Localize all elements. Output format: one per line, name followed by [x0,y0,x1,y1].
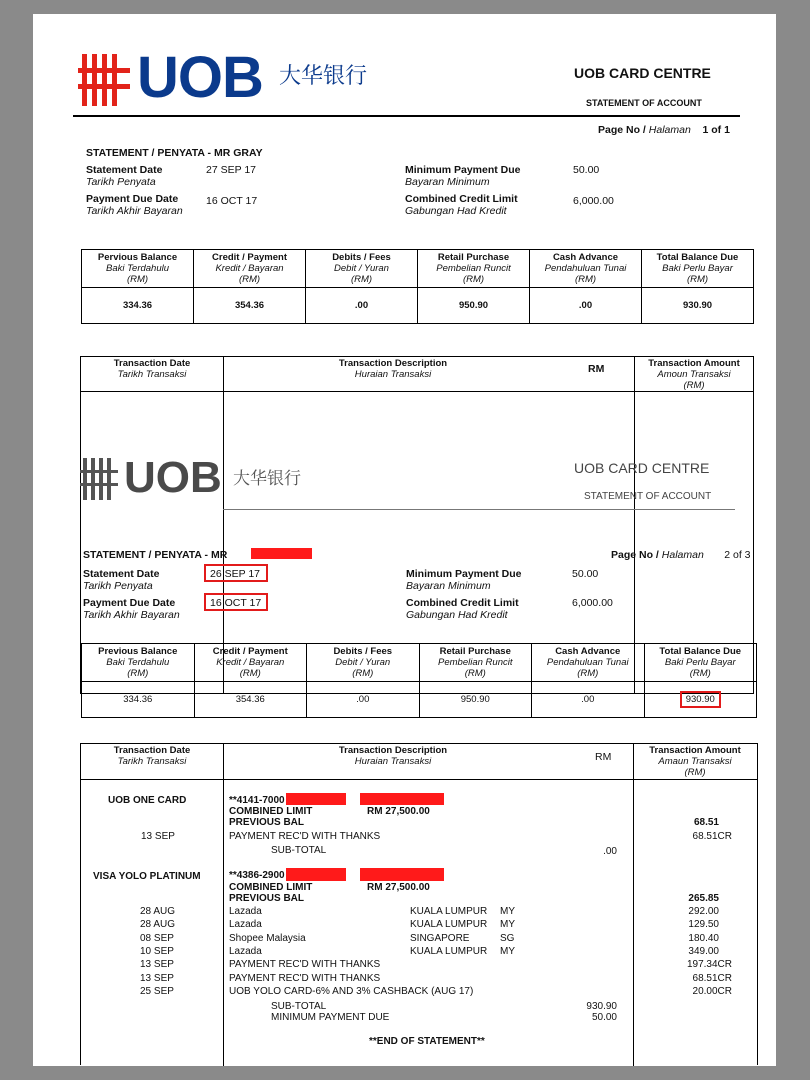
card-centre-title: UOB CARD CENTRE [574,65,711,81]
prev-bal-value: 265.85 [688,893,719,904]
due-date-label-p2: Payment Due Date Tarikh Akhir Bayaran [83,597,180,621]
prev-bal-label: PREVIOUS BAL [229,893,305,904]
summary-header: Previous Balance Baki Terdahulu (RM) [82,644,195,682]
due-date-value-p2: 16 OCT 17 [210,597,262,609]
summary-header: Credit / Payment Kredit / Bayaran (RM) [194,250,306,288]
min-due-label: MINIMUM PAYMENT DUE [271,1012,390,1023]
summary-header: Debits / Fees Debit / Yuran (RM) [307,644,420,682]
statement-date-value: 27 SEP 17 [206,164,257,176]
tx-desc: PAYMENT REC'D WITH THANKS [229,831,381,842]
tx-country: MY [500,919,515,930]
tx-date: 28 AUG [140,906,176,917]
summary-value: .00 [532,682,645,718]
limit-label: COMBINED LIMIT [229,882,313,893]
uob-chinese-name: 大华银行 [279,64,368,89]
rm-header-p2: RM [595,751,612,763]
statement-paper [33,14,776,1066]
tx-desc: Lazada [229,919,262,930]
card-name: VISA YOLO PLATINUM [93,871,201,882]
subtotal-value: .00 [603,846,617,857]
summary-header: Credit / Payment Kredit / Bayaran (RM) [194,644,307,682]
tx-amount: 292.00 [688,906,719,917]
summary-header: Cash Advance Pendahuluan Tunai (RM) [532,644,645,682]
tx-amount: 197.34CR [686,959,732,970]
tx-amount: 20.00CR [692,986,732,997]
total-due-value: 930.90 [680,691,721,708]
summary-value: .00 [306,288,418,324]
rm-header-p1: RM [588,363,605,375]
page-number-p2: Page No / Halaman 2 of 3 [611,549,751,561]
min-payment-label-p2: Minimum Payment Due Bayaran Minimum [406,568,522,592]
min-due-value: 50.00 [591,1012,617,1023]
uob-logo-mark-grey [80,458,120,500]
summary-header: Retail Purchase Pembelian Runcit (RM) [419,644,532,682]
tx-amount: 68.51CR [692,973,732,984]
credit-limit-label: Combined Credit Limit Gabungan Had Kredit [405,193,518,217]
tx-desc: Lazada [229,906,262,917]
tx-desc: Shopee Malaysia [229,933,306,944]
statement-date-label: Statement Date Tarikh Penyata [86,164,163,188]
summary-value: 930.90 [642,288,754,324]
tx-date: 28 AUG [140,919,176,930]
tx-date: 10 SEP [140,946,174,957]
summary-value: .00 [530,288,642,324]
summary-value: 334.36 [82,682,195,718]
statement-date-value-p2: 26 SEP 17 [210,568,261,580]
redacted-name [251,548,312,559]
tx-date: 08 SEP [140,933,174,944]
redacted-card-number [286,793,346,805]
summary-value: 950.90 [418,288,530,324]
tx-amount-header-p1: Transaction Amount Amoun Transaksi (RM) [648,358,740,391]
tx-country: MY [500,946,515,957]
credit-limit-value-p2: 6,000.00 [572,597,613,609]
summary-header: Pervious Balance Baki Terdahulu (RM) [82,250,194,288]
end-of-statement: **END OF STATEMENT** [369,1036,485,1047]
statement-name-p2: STATEMENT / PENYATA - MR [83,549,228,561]
tx-desc: Lazada [229,946,262,957]
redacted-card-number [360,793,444,805]
statement-date-label-p2: Statement Date Tarikh Penyata [83,568,160,592]
page-number: Page No / Halaman 1 of 1 [598,124,730,136]
tx-date: 13 SEP [140,973,174,984]
summary-header: Cash Advance Pendahuluan Tunai (RM) [530,250,642,288]
summary-value: .00 [307,682,420,718]
tx-amount: 68.51CR [692,831,732,842]
tx-city: KUALA LUMPUR [410,906,488,917]
tx-date: 13 SEP [141,831,175,842]
balance-summary-table-p2 [81,643,757,718]
min-payment-value: 50.00 [573,164,600,176]
tx-country: MY [500,906,515,917]
tx-date: 13 SEP [140,959,174,970]
prev-bal-value: 68.51 [693,817,719,828]
subtotal-label: SUB-TOTAL [271,845,327,856]
tx-amount-header-p2: Transaction Amount Amaun Transaksi (RM) [649,745,741,778]
redacted-card-number [286,868,346,881]
limit-value: RM 27,500.00 [367,806,430,817]
summary-value: 354.36 [194,288,306,324]
tx-city: KUALA LUMPUR [410,919,488,930]
due-date-highlight [204,593,268,611]
uob-logo-mark [78,54,130,106]
balance-summary-table [81,249,754,324]
card-name: UOB ONE CARD [108,795,187,806]
redacted-card-number [360,868,444,881]
uob-logo-text-grey: UOB [124,453,222,502]
card-centre-title-p2: UOB CARD CENTRE [574,460,710,476]
tx-desc: PAYMENT REC'D WITH THANKS [229,973,381,984]
min-payment-label: Minimum Payment Due Bayaran Minimum [405,164,521,188]
summary-header: Total Balance Due Baki Perlu Bayar (RM) [644,644,757,682]
tx-date-header-p2: Transaction Date Tarikh Transaksi [113,745,191,767]
card-number: **4141-7000 [229,795,285,806]
header-rule [73,115,740,117]
summary-value: 354.36 [194,682,307,718]
uob-logo-text: UOB [137,45,263,110]
statement-of-account-title: STATEMENT OF ACCOUNT [586,98,702,108]
summary-value: 334.36 [82,288,194,324]
tx-country: SG [500,933,515,944]
summary-header: Total Balance Due Baki Perlu Bayar (RM) [642,250,754,288]
summary-header: Retail Purchase Pembelian Runcit (RM) [418,250,530,288]
tx-amount: 129.50 [688,919,719,930]
tx-date-header-p1: Transaction Date Tarikh Transaksi [113,358,191,380]
tx-desc: UOB YOLO CARD-6% AND 3% CASHBACK (AUG 17) [229,986,474,997]
tx-desc: PAYMENT REC'D WITH THANKS [229,959,381,970]
subtotal-label: SUB-TOTAL [271,1001,327,1012]
tx-desc-header-p2: Transaction Description Huraian Transaksi [338,745,448,767]
tx-amount: 180.40 [688,933,719,944]
min-payment-value-p2: 50.00 [572,568,599,580]
card-number: **4386-2900 [229,870,285,881]
credit-limit-label-p2: Combined Credit Limit Gabungan Had Kredit [406,597,519,621]
summary-value: 950.90 [419,682,532,718]
summary-header: Debits / Fees Debit / Yuran (RM) [306,250,418,288]
limit-value: RM 27,500.00 [367,882,430,893]
tx-city: SINGAPORE [410,933,470,944]
summary-value [644,682,757,718]
due-date-value: 16 OCT 17 [206,195,258,207]
tx-date: 25 SEP [140,986,174,997]
prev-bal-label: PREVIOUS BAL [229,817,305,828]
header-rule-p2 [223,509,735,510]
tx-desc-header-p1: Transaction Description Huraian Transaksi [338,358,448,380]
statement-of-account-title-p2: STATEMENT OF ACCOUNT [584,491,712,502]
tx-city: KUALA LUMPUR [410,946,488,957]
statement-name: STATEMENT / PENYATA - MR GRAY [86,147,263,159]
statement-date-highlight [204,564,268,582]
uob-chinese-name-grey: 大华银行 [233,469,301,489]
credit-limit-value: 6,000.00 [573,195,614,207]
tx-amount: 349.00 [688,946,719,957]
subtotal-value: 930.90 [586,1001,617,1012]
due-date-label: Payment Due Date Tarikh Akhir Bayaran [86,193,183,217]
limit-label: COMBINED LIMIT [229,806,313,817]
